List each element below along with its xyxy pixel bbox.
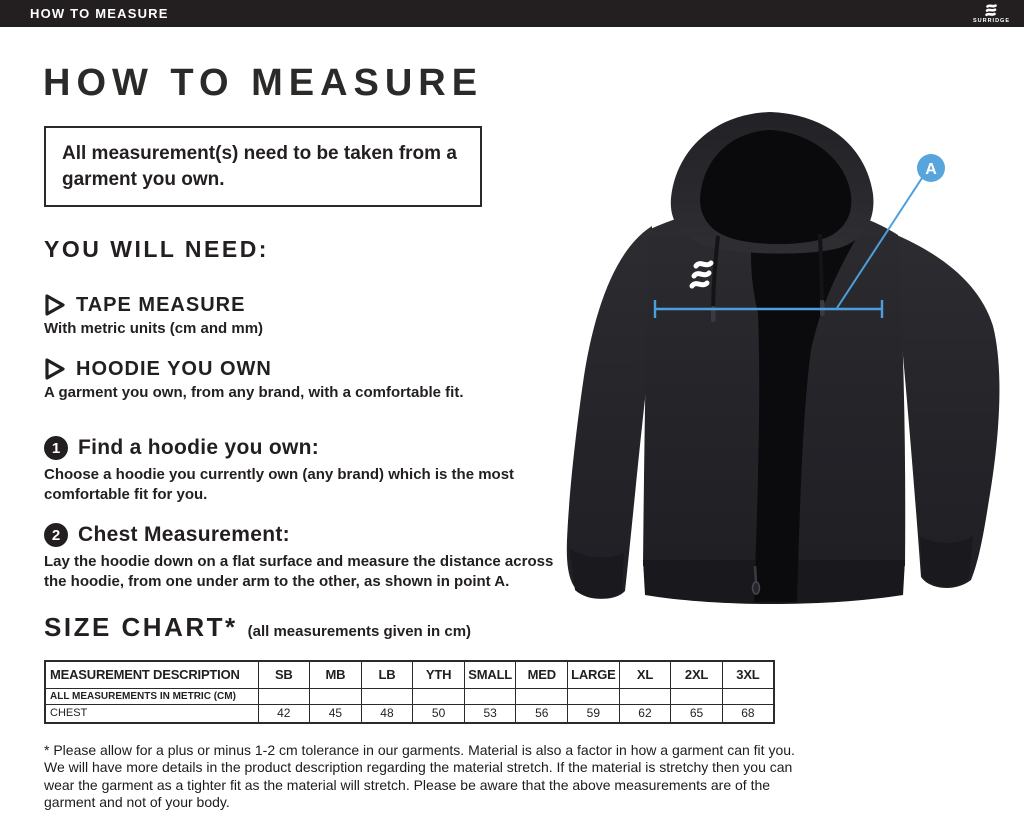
- need-item-description: A garment you own, from any brand, with a comfortable fit.: [44, 384, 464, 401]
- hoodie-zip-slider: [753, 582, 760, 594]
- hoodie-right-sleeve: [892, 233, 999, 588]
- step-1: [44, 436, 524, 504]
- topbar-title: HOW TO MEASURE: [30, 6, 169, 21]
- need-item-label: HOODIE YOU OWN: [76, 357, 272, 380]
- row-label: ALL MEASUREMENTS IN METRIC (CM): [45, 688, 258, 704]
- note-box: All measurement(s) need to be taken from a garment you own.: [44, 126, 482, 207]
- marker-a-label: A: [925, 161, 937, 178]
- column-header-size: MB: [310, 661, 362, 688]
- hoodie-zip-pull: [755, 566, 756, 582]
- step-2: [44, 523, 574, 591]
- page-title: HOW TO MEASURE: [43, 62, 484, 104]
- table-cell: [619, 688, 671, 704]
- table-cell: 45: [310, 704, 362, 723]
- brand-name: SURRIDGE: [972, 17, 1010, 24]
- table-cell: 48: [361, 704, 413, 723]
- table-cell: [671, 688, 723, 704]
- size-chart-heading-row: [44, 612, 471, 643]
- table-cell: 56: [516, 704, 568, 723]
- table-cell: [413, 688, 465, 704]
- step-number-badge: 1: [44, 436, 68, 460]
- step-description: Choose a hoodie you currently own (any brand) which is the most comfortable fit for you.: [44, 466, 515, 503]
- table-cell: 50: [413, 704, 465, 723]
- step-number-badge: 2: [44, 523, 68, 547]
- table-cell: 62: [619, 704, 671, 723]
- row-label: CHEST: [45, 704, 258, 723]
- column-header-size: SB: [258, 661, 310, 688]
- size-chart-subheading: (all measurements given in cm): [247, 623, 472, 640]
- you-will-need-heading: YOU WILL NEED:: [44, 236, 269, 262]
- surridge-logo: [973, 4, 1016, 24]
- column-header-size: YTH: [413, 661, 465, 688]
- size-chart-table-body: [45, 688, 774, 723]
- table-row: [45, 704, 774, 723]
- table-cell: [464, 688, 516, 704]
- table-cell: [568, 688, 620, 704]
- triangle-bullet-icon: [44, 357, 66, 381]
- size-chart-heading: SIZE CHART*: [44, 612, 238, 642]
- top-bar: [0, 0, 1024, 27]
- tolerance-footnote: * Please allow for a plus or minus 1-2 cm tolerance in our garments. Material is also a factor in how a garment can fit you. We will have more details in the product description regarding the material stretch. If the material is stretchy then you can wear the garment as a tighter fit as the material will stretch. Please be aware that the above measurements are of the garment and not of your body.: [44, 742, 795, 811]
- need-item-description: With metric units (cm and mm): [44, 320, 264, 337]
- column-header-size: 2XL: [671, 661, 723, 688]
- column-header-measurement-description: MEASUREMENT DESCRIPTION: [45, 661, 258, 688]
- table-cell: [310, 688, 362, 704]
- need-item-hoodie: [44, 357, 544, 401]
- hoodie-diagram: [552, 108, 1024, 610]
- hoodie-right-cuff: [920, 536, 973, 587]
- surridge-s-icon: [984, 4, 999, 17]
- table-row: [45, 688, 774, 704]
- step-title: Find a hoodie you own:: [78, 436, 320, 459]
- step-title: Chest Measurement:: [78, 523, 290, 546]
- table-cell: 42: [258, 704, 310, 723]
- triangle-bullet-icon: [44, 293, 66, 317]
- hoodie-drawcord-right: [820, 234, 822, 310]
- column-header-size: XL: [619, 661, 671, 688]
- column-header-size: 3XL: [722, 661, 774, 688]
- column-header-size: LB: [361, 661, 413, 688]
- table-cell: 68: [722, 704, 774, 723]
- need-item-tape-measure: [44, 293, 544, 337]
- table-cell: [361, 688, 413, 704]
- size-chart-table: [44, 660, 775, 724]
- table-cell: 59: [568, 704, 620, 723]
- column-header-size: SMALL: [464, 661, 516, 688]
- table-cell: 53: [464, 704, 516, 723]
- need-item-label: TAPE MEASURE: [76, 293, 246, 316]
- table-cell: [722, 688, 774, 704]
- table-cell: 65: [671, 704, 723, 723]
- column-header-size: MED: [516, 661, 568, 688]
- size-chart-table-head: [45, 661, 774, 688]
- hoodie-left-sleeve: [567, 226, 652, 599]
- hoodie-image: [552, 108, 1024, 610]
- column-header-size: LARGE: [568, 661, 620, 688]
- table-cell: [258, 688, 310, 704]
- table-cell: [516, 688, 568, 704]
- step-description: Lay the hoodie down on a flat surface and measure the distance across the hoodie, from one under arm to the other, as shown in point A.: [44, 553, 554, 590]
